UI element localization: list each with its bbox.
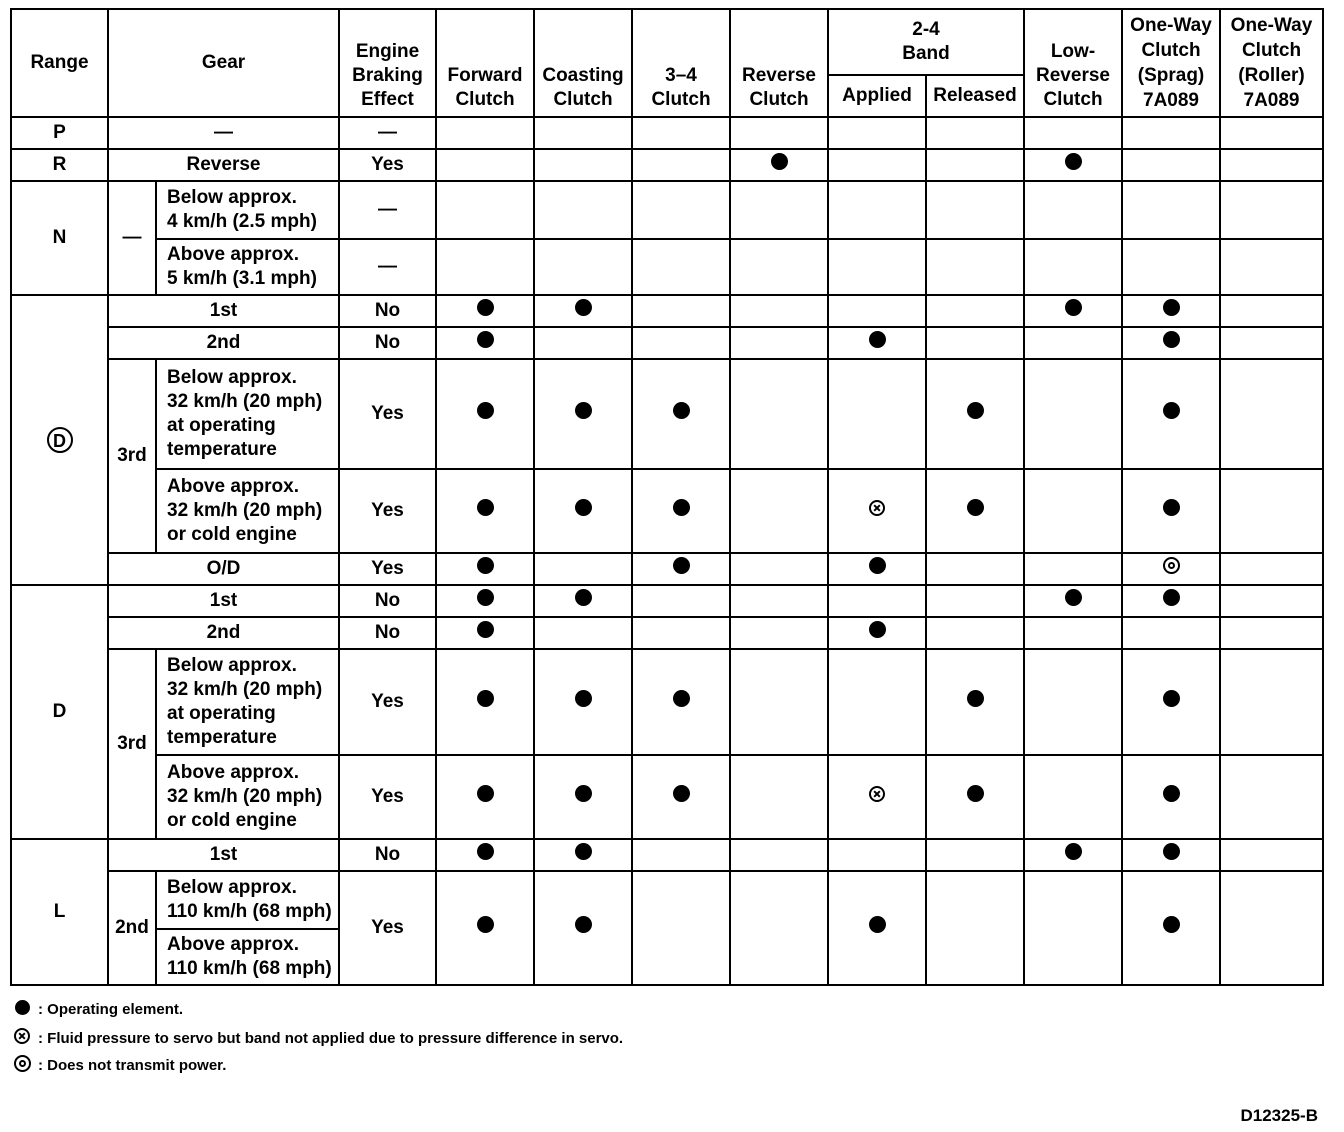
one-way-sprag-cell: [1122, 239, 1220, 295]
low-reverse-clutch-cell: [1024, 617, 1122, 649]
engine-braking-cell: No: [339, 295, 436, 327]
one-way-roller-cell: [1220, 181, 1323, 239]
band-released-cell: [926, 649, 1024, 755]
legend-fluid-pressure: [12, 1028, 623, 1048]
3-4-clutch-cell: [632, 239, 730, 295]
crossed-circle-icon: [869, 500, 885, 516]
operating-dot-icon: [575, 916, 592, 933]
range-cell: D: [11, 585, 108, 839]
reverse-clutch-cell: [730, 839, 828, 871]
double-circle-icon: [1163, 557, 1180, 574]
operating-dot-icon: [575, 589, 592, 606]
table-row: [11, 181, 1323, 239]
engine-braking-cell: No: [339, 327, 436, 359]
range-cell: R: [11, 149, 108, 181]
band-applied-cell: [828, 181, 926, 239]
one-way-roller-cell: [1220, 327, 1323, 359]
reverse-clutch-cell: [730, 239, 828, 295]
operating-dot-icon: [673, 499, 690, 516]
forward-clutch-cell: [436, 871, 534, 985]
gear-cell: 3rd: [108, 359, 156, 553]
band-released-cell: [926, 359, 1024, 469]
forward-clutch-cell: [436, 359, 534, 469]
coasting-clutch-cell: [534, 295, 632, 327]
engine-braking-cell: Yes: [339, 755, 436, 839]
one-way-roller-cell: [1220, 469, 1323, 553]
band-applied-cell: [828, 359, 926, 469]
operating-dot-icon: [575, 499, 592, 516]
forward-clutch-cell: [436, 181, 534, 239]
3-4-clutch-cell: [632, 553, 730, 585]
operating-dot-icon: [575, 785, 592, 802]
engine-braking-cell: Yes: [339, 649, 436, 755]
operating-dot-icon: [869, 916, 886, 933]
engine-braking-cell: —: [339, 117, 436, 149]
operating-dot-icon: [869, 331, 886, 348]
low-reverse-clutch-cell: [1024, 469, 1122, 553]
low-reverse-clutch-cell: [1024, 295, 1122, 327]
one-way-sprag-cell: [1122, 649, 1220, 755]
gear-cell: —: [108, 181, 156, 295]
one-way-sprag-cell: [1122, 585, 1220, 617]
one-way-roller-cell: [1220, 295, 1323, 327]
forward-clutch-cell: [436, 585, 534, 617]
3-4-clutch-cell: [632, 839, 730, 871]
forward-clutch-cell: [436, 149, 534, 181]
band-released-cell: [926, 181, 1024, 239]
low-reverse-clutch-cell: [1024, 117, 1122, 149]
low-reverse-clutch-cell: [1024, 553, 1122, 585]
forward-clutch-cell: [436, 755, 534, 839]
operating-dot-icon: [1065, 299, 1082, 316]
one-way-sprag-cell: [1122, 617, 1220, 649]
band-released-cell: [926, 149, 1024, 181]
header-gear: Gear: [108, 9, 339, 117]
forward-clutch-cell: [436, 649, 534, 755]
engine-braking-cell: Yes: [339, 359, 436, 469]
band-released-cell: [926, 239, 1024, 295]
band-released-cell: [926, 117, 1024, 149]
one-way-roller-cell: [1220, 755, 1323, 839]
gear-cell: 2nd: [108, 871, 156, 985]
gear-condition-cell: Above approx. 32 km/h (20 mph) or cold engine: [156, 755, 339, 839]
one-way-roller-cell: [1220, 553, 1323, 585]
3-4-clutch-cell: [632, 181, 730, 239]
operating-dot-icon: [575, 299, 592, 316]
operating-dot-icon: [12, 1000, 32, 1019]
operating-dot-icon: [575, 690, 592, 707]
table-row: [11, 755, 1323, 839]
band-applied-cell: [828, 117, 926, 149]
header-low-reverse-clutch: Low- Reverse Clutch: [1024, 9, 1122, 117]
header-band-applied: Applied: [828, 75, 926, 117]
table-row: [11, 327, 1323, 359]
operating-dot-icon: [477, 690, 494, 707]
low-reverse-clutch-cell: [1024, 359, 1122, 469]
crossed-circle-icon: [869, 786, 885, 802]
one-way-roller-cell: [1220, 839, 1323, 871]
reverse-clutch-cell: [730, 295, 828, 327]
forward-clutch-cell: [436, 839, 534, 871]
3-4-clutch-cell: [632, 755, 730, 839]
operating-dot-icon: [477, 557, 494, 574]
band-applied-cell: [828, 755, 926, 839]
band-applied-cell: [828, 149, 926, 181]
operating-dot-icon: [575, 402, 592, 419]
one-way-sprag-cell: [1122, 327, 1220, 359]
band-released-cell: [926, 617, 1024, 649]
coasting-clutch-cell: [534, 327, 632, 359]
operating-dot-icon: [967, 785, 984, 802]
band-released-cell: [926, 469, 1024, 553]
one-way-sprag-cell: [1122, 469, 1220, 553]
one-way-roller-cell: [1220, 649, 1323, 755]
reverse-clutch-cell: [730, 149, 828, 181]
operating-dot-icon: [967, 402, 984, 419]
3-4-clutch-cell: [632, 585, 730, 617]
operating-dot-icon: [869, 557, 886, 574]
header-band-released: Released: [926, 75, 1024, 117]
3-4-clutch-cell: [632, 149, 730, 181]
figure-code: D12325-B: [1240, 1106, 1318, 1125]
header-coasting-clutch: Coasting Clutch: [534, 9, 632, 117]
band-applied-cell: [828, 553, 926, 585]
operating-dot-icon: [477, 499, 494, 516]
table-row: [11, 617, 1323, 649]
range-cell: P: [11, 117, 108, 149]
operating-dot-icon: [1065, 153, 1082, 170]
reverse-clutch-cell: [730, 117, 828, 149]
band-applied-cell: [828, 585, 926, 617]
band-released-cell: [926, 839, 1024, 871]
engine-braking-cell: No: [339, 585, 436, 617]
header-one-way-clutch-roller: One-Way Clutch (Roller) 7A089: [1220, 9, 1323, 117]
forward-clutch-cell: [436, 617, 534, 649]
one-way-sprag-cell: [1122, 553, 1220, 585]
3-4-clutch-cell: [632, 327, 730, 359]
one-way-roller-cell: [1220, 871, 1323, 985]
coasting-clutch-cell: [534, 359, 632, 469]
reverse-clutch-cell: [730, 617, 828, 649]
band-applied-cell: [828, 839, 926, 871]
operating-dot-icon: [1163, 690, 1180, 707]
gear-condition-cell: Below approx. 110 km/h (68 mph): [156, 871, 339, 929]
engine-braking-cell: Yes: [339, 469, 436, 553]
one-way-roller-cell: [1220, 117, 1323, 149]
one-way-roller-cell: [1220, 239, 1323, 295]
operating-dot-icon: [967, 499, 984, 516]
band-applied-cell: [828, 295, 926, 327]
operating-dot-icon: [673, 785, 690, 802]
forward-clutch-cell: [436, 117, 534, 149]
low-reverse-clutch-cell: [1024, 755, 1122, 839]
reverse-clutch-cell: [730, 327, 828, 359]
3-4-clutch-cell: [632, 359, 730, 469]
3-4-clutch-cell: [632, 617, 730, 649]
operating-dot-icon: [1065, 843, 1082, 860]
clutch-band-application-chart: [10, 8, 1324, 986]
gear-cell: 2nd: [108, 617, 339, 649]
forward-clutch-cell: [436, 553, 534, 585]
3-4-clutch-cell: [632, 469, 730, 553]
gear-cell: O/D: [108, 553, 339, 585]
operating-dot-icon: [673, 690, 690, 707]
one-way-roller-cell: [1220, 149, 1323, 181]
low-reverse-clutch-cell: [1024, 327, 1122, 359]
one-way-roller-cell: [1220, 585, 1323, 617]
table-row: [11, 239, 1323, 295]
operating-dot-icon: [1163, 299, 1180, 316]
gear-cell: 3rd: [108, 649, 156, 839]
reverse-clutch-cell: [730, 585, 828, 617]
double-circle-icon: [12, 1055, 32, 1076]
legend-text: : Operating element.: [38, 1001, 184, 1018]
coasting-clutch-cell: [534, 149, 632, 181]
range-cell: [11, 295, 108, 585]
operating-dot-icon: [1163, 785, 1180, 802]
low-reverse-clutch-cell: [1024, 839, 1122, 871]
engine-braking-cell: —: [339, 239, 436, 295]
header-range: Range: [11, 9, 108, 117]
low-reverse-clutch-cell: [1024, 871, 1122, 985]
band-applied-cell: [828, 617, 926, 649]
table-row: [11, 469, 1323, 553]
low-reverse-clutch-cell: [1024, 149, 1122, 181]
band-applied-cell: [828, 469, 926, 553]
crossed-circle-icon: [12, 1028, 32, 1048]
coasting-clutch-cell: [534, 469, 632, 553]
3-4-clutch-cell: [632, 117, 730, 149]
operating-dot-icon: [477, 785, 494, 802]
operating-dot-icon: [575, 843, 592, 860]
operating-dot-icon: [477, 299, 494, 316]
coasting-clutch-cell: [534, 117, 632, 149]
band-released-cell: [926, 755, 1024, 839]
engine-braking-cell: Yes: [339, 871, 436, 985]
gear-condition-cell: Below approx. 4 km/h (2.5 mph): [156, 181, 339, 239]
gear-cell: —: [108, 117, 339, 149]
reverse-clutch-cell: [730, 359, 828, 469]
low-reverse-clutch-cell: [1024, 239, 1122, 295]
gear-cell: 2nd: [108, 327, 339, 359]
engine-braking-cell: No: [339, 617, 436, 649]
reverse-clutch-cell: [730, 755, 828, 839]
operating-dot-icon: [1065, 589, 1082, 606]
gear-condition-cell: Below approx. 32 km/h (20 mph) at operating temperature: [156, 649, 339, 755]
low-reverse-clutch-cell: [1024, 649, 1122, 755]
operating-dot-icon: [1163, 843, 1180, 860]
band-applied-cell: [828, 649, 926, 755]
low-reverse-clutch-cell: [1024, 181, 1122, 239]
forward-clutch-cell: [436, 295, 534, 327]
table-row: [11, 359, 1323, 469]
table-row: [11, 117, 1323, 149]
operating-dot-icon: [1163, 589, 1180, 606]
header-3-4-clutch: 3–4 Clutch: [632, 9, 730, 117]
3-4-clutch-cell: [632, 295, 730, 327]
operating-dot-icon: [967, 690, 984, 707]
operating-dot-icon: [869, 621, 886, 638]
forward-clutch-cell: [436, 239, 534, 295]
header-one-way-clutch-sprag: One-Way Clutch (Sprag) 7A089: [1122, 9, 1220, 117]
table-row: [11, 649, 1323, 755]
one-way-sprag-cell: [1122, 117, 1220, 149]
engine-braking-cell: —: [339, 181, 436, 239]
operating-dot-icon: [477, 331, 494, 348]
operating-dot-icon: [1163, 499, 1180, 516]
band-released-cell: [926, 871, 1024, 985]
band-applied-cell: [828, 239, 926, 295]
coasting-clutch-cell: [534, 871, 632, 985]
operating-dot-icon: [1163, 402, 1180, 419]
coasting-clutch-cell: [534, 239, 632, 295]
one-way-roller-cell: [1220, 359, 1323, 469]
band-released-cell: [926, 553, 1024, 585]
3-4-clutch-cell: [632, 649, 730, 755]
operating-dot-icon: [1163, 916, 1180, 933]
gear-condition-cell: Above approx. 110 km/h (68 mph): [156, 929, 339, 985]
coasting-clutch-cell: [534, 585, 632, 617]
engine-braking-cell: Yes: [339, 553, 436, 585]
range-cell: L: [11, 839, 108, 985]
one-way-sprag-cell: [1122, 359, 1220, 469]
band-applied-cell: [828, 871, 926, 985]
gear-condition-cell: Above approx. 5 km/h (3.1 mph): [156, 239, 339, 295]
low-reverse-clutch-cell: [1024, 585, 1122, 617]
reverse-clutch-cell: [730, 469, 828, 553]
coasting-clutch-cell: [534, 839, 632, 871]
operating-dot-icon: [477, 843, 494, 860]
operating-dot-icon: [673, 402, 690, 419]
table-row: [11, 553, 1323, 585]
coasting-clutch-cell: [534, 755, 632, 839]
band-applied-cell: [828, 327, 926, 359]
engine-braking-cell: Yes: [339, 149, 436, 181]
reverse-clutch-cell: [730, 181, 828, 239]
gear-cell: 1st: [108, 585, 339, 617]
table-row: [11, 149, 1323, 181]
engine-braking-cell: No: [339, 839, 436, 871]
header-reverse-clutch: Reverse Clutch: [730, 9, 828, 117]
operating-dot-icon: [771, 153, 788, 170]
one-way-sprag-cell: [1122, 755, 1220, 839]
operating-dot-icon: [477, 589, 494, 606]
table-row: [11, 295, 1323, 327]
operating-dot-icon: [1163, 331, 1180, 348]
legend-operating: [12, 1000, 183, 1019]
band-released-cell: [926, 585, 1024, 617]
coasting-clutch-cell: [534, 649, 632, 755]
one-way-sprag-cell: [1122, 181, 1220, 239]
coasting-clutch-cell: [534, 617, 632, 649]
gear-condition-cell: Above approx. 32 km/h (20 mph) or cold engine: [156, 469, 339, 553]
legend-text: : Fluid pressure to servo but band not applied due to pressure difference in servo.: [38, 1029, 624, 1047]
legend-text: : Does not transmit power.: [38, 1057, 227, 1074]
operating-dot-icon: [477, 621, 494, 638]
reverse-clutch-cell: [730, 871, 828, 985]
header-forward-clutch: Forward Clutch: [436, 9, 534, 117]
header-engine-braking: Engine Braking Effect: [339, 9, 436, 117]
reverse-clutch-cell: [730, 649, 828, 755]
forward-clutch-cell: [436, 327, 534, 359]
gear-cell: 1st: [108, 295, 339, 327]
table-row: [11, 585, 1323, 617]
forward-clutch-cell: [436, 469, 534, 553]
table-row: [11, 871, 1323, 929]
one-way-sprag-cell: [1122, 295, 1220, 327]
reverse-clutch-cell: [730, 553, 828, 585]
gear-cell: Reverse: [108, 149, 339, 181]
band-released-cell: [926, 327, 1024, 359]
gear-cell: 1st: [108, 839, 339, 871]
table-row: [11, 839, 1323, 871]
band-released-cell: [926, 295, 1024, 327]
one-way-sprag-cell: [1122, 149, 1220, 181]
one-way-roller-cell: [1220, 617, 1323, 649]
legend-no-transmit: [12, 1055, 226, 1076]
coasting-clutch-cell: [534, 181, 632, 239]
operating-dot-icon: [673, 557, 690, 574]
3-4-clutch-cell: [632, 871, 730, 985]
circled-d-icon: D: [47, 427, 73, 453]
one-way-sprag-cell: [1122, 839, 1220, 871]
coasting-clutch-cell: [534, 553, 632, 585]
gear-condition-cell: Below approx. 32 km/h (20 mph) at operating temperature: [156, 359, 339, 469]
one-way-sprag-cell: [1122, 871, 1220, 985]
range-cell: N: [11, 181, 108, 295]
operating-dot-icon: [477, 402, 494, 419]
header-2-4-band: 2-4 Band: [828, 9, 1024, 75]
operating-dot-icon: [477, 916, 494, 933]
